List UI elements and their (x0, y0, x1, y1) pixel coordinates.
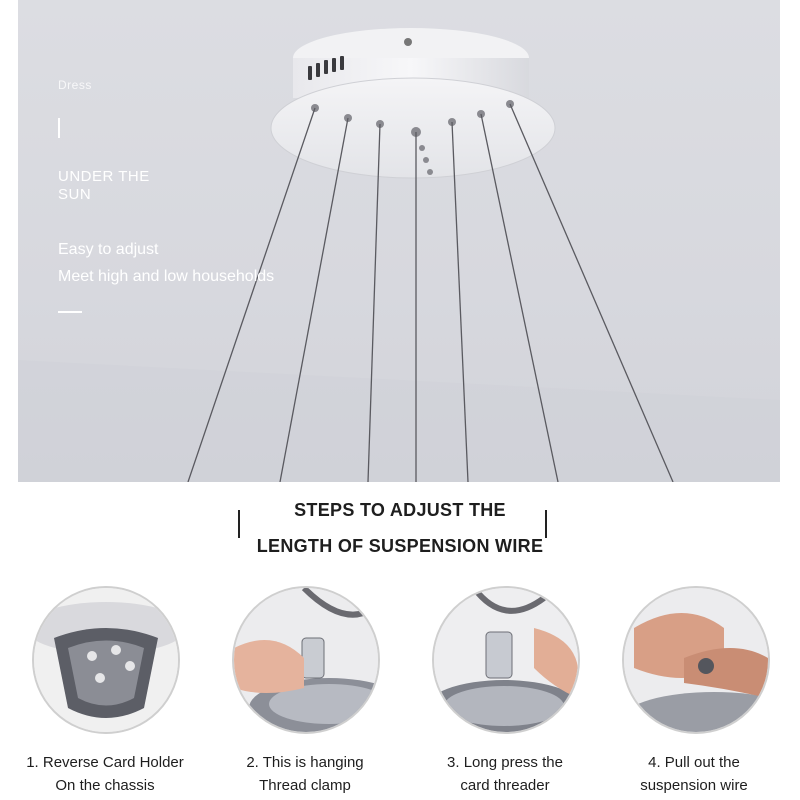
hero-body-line1: Easy to adjust (58, 241, 159, 258)
hero-body-line2: Meet high and low households (58, 268, 275, 285)
steps-heading-line2: LENGTH OF SUSPENSION WIRE (256, 536, 544, 556)
hero-title (58, 168, 150, 204)
step4-photo (622, 586, 770, 734)
step3-caption (410, 751, 600, 797)
step4-caption-line1: 4. Pull out the (648, 754, 740, 771)
brand-label: Dress (58, 78, 92, 92)
step4-caption (599, 751, 789, 797)
heading-bracket-right (545, 510, 547, 538)
step3-caption-line1: 3. Long press the (447, 754, 563, 771)
step1-caption-line1: 1. Reverse Card Holder (26, 754, 184, 771)
step3-photo (432, 586, 580, 734)
thread-clamp-image (234, 588, 378, 732)
steps-heading-line1: STEPS TO ADJUST THE (294, 500, 506, 520)
step1-caption-line2: On the chassis (55, 777, 155, 794)
card-threader-image (434, 588, 578, 732)
step3-caption-line2: card threader (460, 777, 550, 794)
step2-caption-line1: 2. This is hanging (246, 754, 364, 771)
step4-caption-line2: suspension wire (640, 777, 748, 794)
hero-title-line1: UNDER THE (58, 168, 150, 185)
horizontal-accent-bar (58, 311, 82, 313)
step2-photo (232, 586, 380, 734)
hero-title-line2: SUN (58, 186, 92, 203)
canopy-underside-image (34, 588, 178, 732)
vertical-accent-bar (58, 118, 60, 138)
step1-photo (32, 586, 180, 734)
step2-caption (210, 751, 400, 797)
hero-panel (18, 0, 780, 482)
step1-caption (10, 751, 200, 797)
pull-wire-image (624, 588, 768, 732)
step2-caption-line2: Thread clamp (259, 777, 351, 794)
